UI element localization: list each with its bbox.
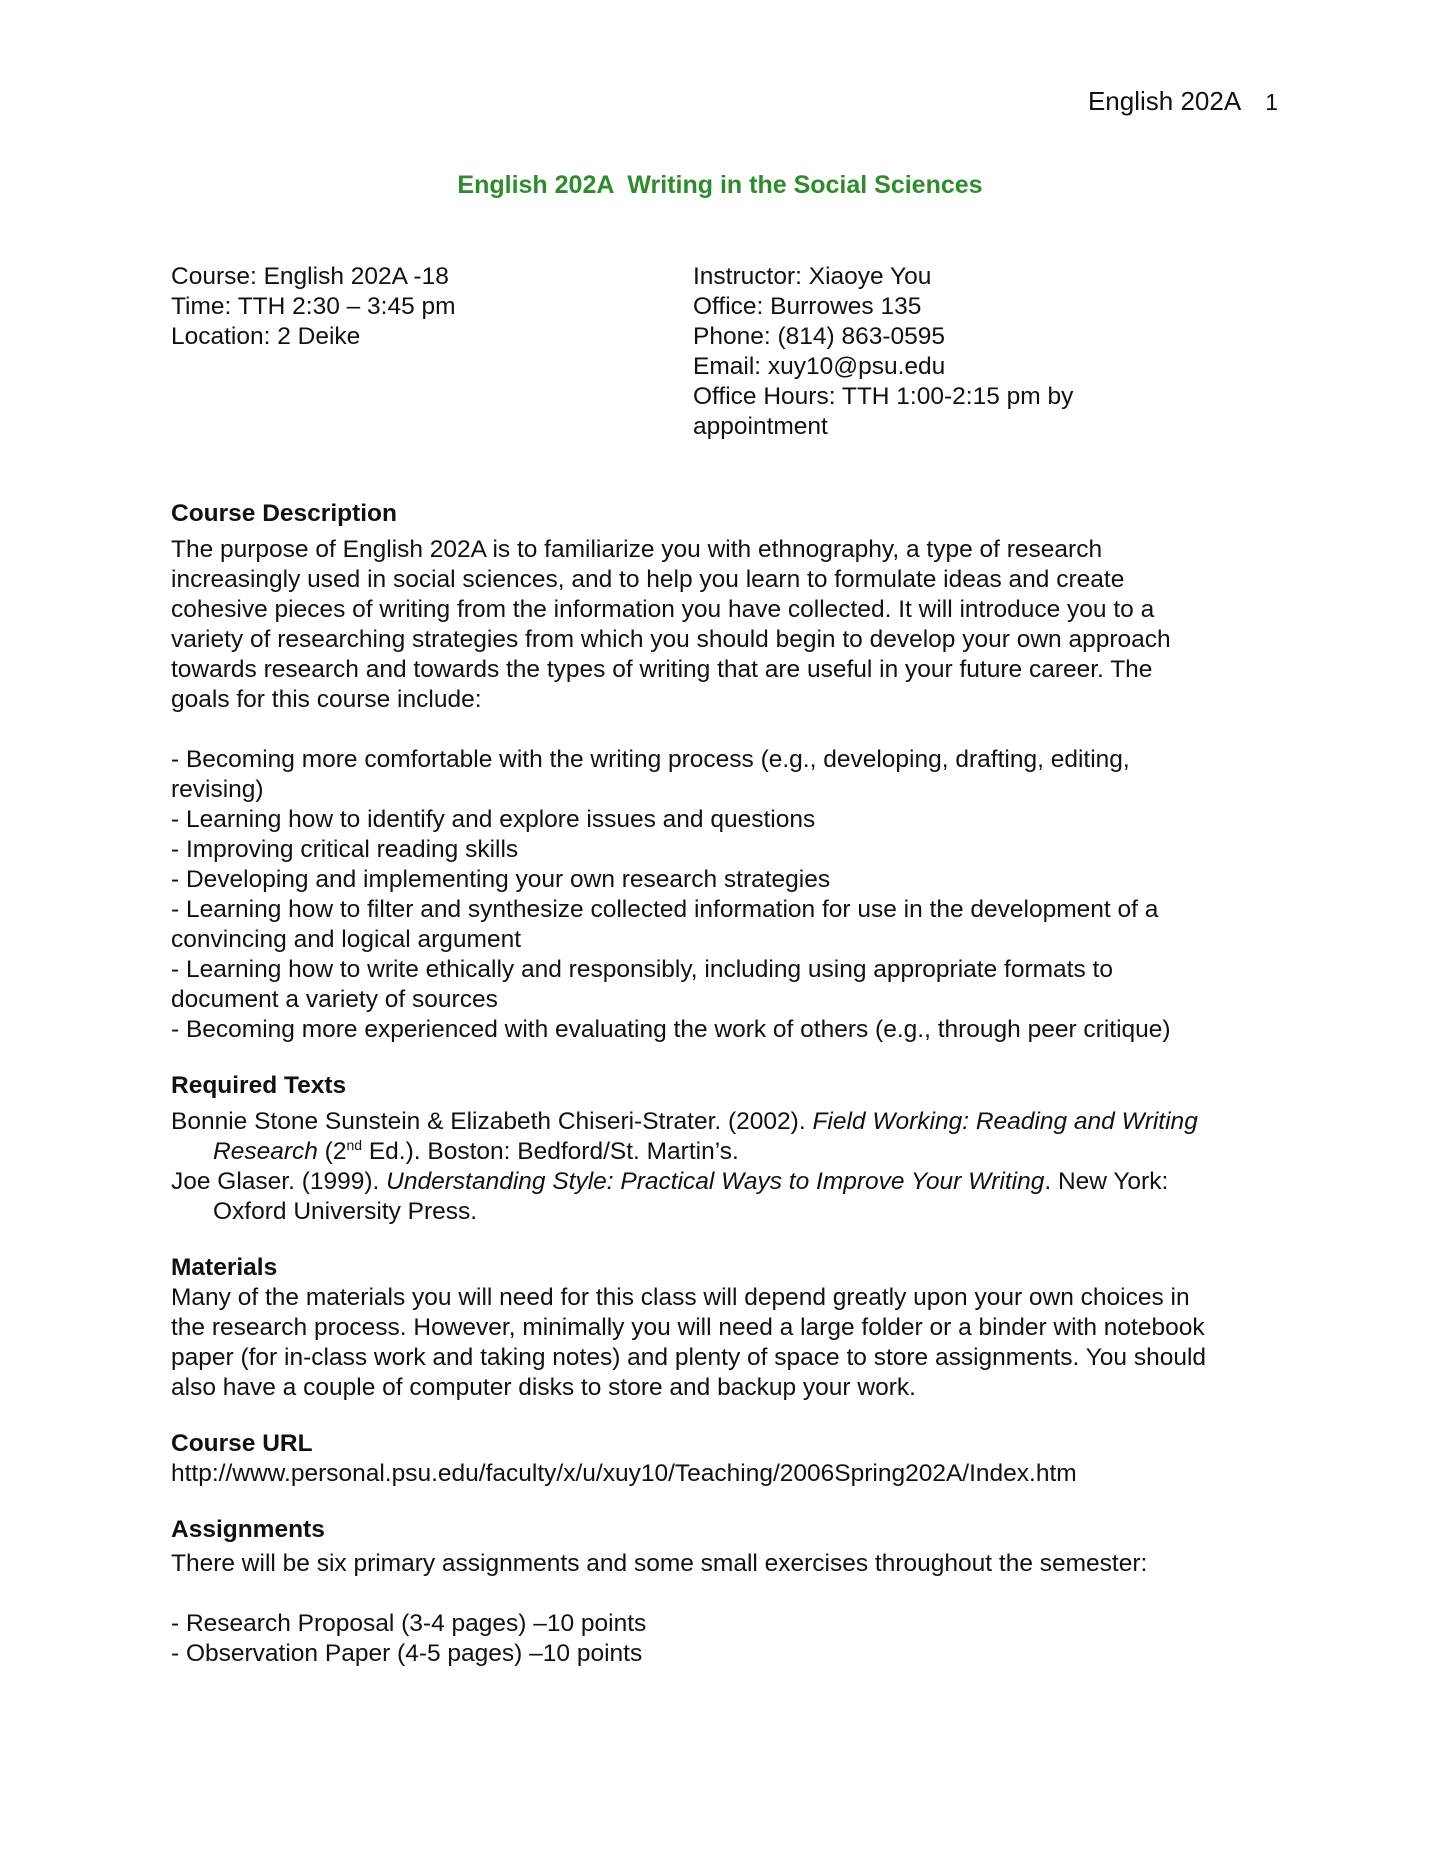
goal-item: - Becoming more comfortable with the writing process (e.g., developing, drafting, editing, <box>171 746 1130 773</box>
paragraph-line: towards research and towards the types of writing that are useful in your future career. The <box>171 656 1153 683</box>
course-url-link[interactable]: http://www.personal.psu.edu/faculty/x/u/xuy10/Teaching/2006Spring202A/Index.htm <box>171 1460 1077 1487</box>
goal-item: - Becoming more experienced with evaluating the work of others (e.g., through peer critique) <box>171 1016 1171 1043</box>
ref1-edition-sup: nd <box>346 1136 363 1153</box>
goal-item: - Improving critical reading skills <box>171 836 519 863</box>
goal-item: - Developing and implementing your own research strategies <box>171 866 831 893</box>
assignment-item: - Observation Paper (4-5 pages) –10 points <box>171 1640 643 1667</box>
ref2-publisher: . New York: <box>1044 1168 1169 1195</box>
goal-item: revising) <box>171 776 264 803</box>
paragraph-line: the research process. However, minimally you will need a large folder or a binder with notebook <box>171 1314 1205 1341</box>
course-description-paragraph <box>171 535 1281 715</box>
assignments-intro: There will be six primary assignments and some small exercises throughout the semester: <box>171 1550 1148 1577</box>
paragraph-line: also have a couple of computer disks to store and backup your work. <box>171 1374 916 1401</box>
goal-item: convincing and logical argument <box>171 926 522 953</box>
paragraph-line: increasingly used in social sciences, and to help you learn to formulate ideas and create <box>171 566 1125 593</box>
materials-heading: Materials <box>171 1254 278 1281</box>
goal-item: - Learning how to write ethically and responsibly, including using appropriate formats to <box>171 956 1113 983</box>
paragraph-line: Many of the materials you will need for this class will depend greatly upon your own choices in <box>171 1284 1190 1311</box>
document-body <box>171 499 1281 1669</box>
ref1-title: Field Working: Reading and Writing <box>812 1108 1198 1135</box>
ref2-authors: Joe Glaser. (1999). <box>171 1168 387 1195</box>
paragraph-line: paper (for in-class work and taking notes) and plenty of space to store assignments. You should <box>171 1344 1207 1371</box>
assignments-list <box>171 1609 1281 1669</box>
course-description-heading: Course Description <box>171 500 397 527</box>
materials-paragraph <box>171 1283 1281 1403</box>
ref1-publisher: Ed.). Boston: Bedford/St. Martin’s. <box>362 1138 739 1165</box>
ref1-edition: (2 <box>317 1138 347 1165</box>
course-info-right <box>693 262 1163 442</box>
course-code: Course: English 202A -18 <box>171 263 449 290</box>
ref2-title: Understanding Style: Practical Ways to Improve Your Writing <box>386 1168 1045 1195</box>
page-number: 1 <box>1265 89 1278 115</box>
document-title: English 202A Writing in the Social Sciences <box>457 171 983 199</box>
running-header <box>1088 86 1278 117</box>
ref1-title-cont: Research <box>213 1138 318 1165</box>
goals-list <box>171 745 1281 1045</box>
ref2-publisher-cont: Oxford University Press. <box>213 1198 478 1225</box>
ref1-authors: Bonnie Stone Sunstein & Elizabeth Chiseri-Strater. (2002). <box>171 1108 813 1135</box>
course-time: Time: TTH 2:30 – 3:45 pm <box>171 293 456 320</box>
assignment-item: - Research Proposal (3-4 pages) –10 points <box>171 1610 647 1637</box>
goal-item: document a variety of sources <box>171 986 498 1013</box>
reference-1 <box>171 1107 1281 1167</box>
reference-2 <box>171 1167 1281 1227</box>
goal-item: - Learning how to filter and synthesize collected information for use in the development of a <box>171 896 1159 923</box>
paragraph-line: The purpose of English 202A is to familiarize you with ethnography, a type of research <box>171 536 1103 563</box>
course-url-heading: Course URL <box>171 1430 313 1457</box>
email: Email: xuy10@psu.edu <box>693 353 946 380</box>
office-hours: Office Hours: TTH 1:00-2:15 pm by <box>693 383 1074 410</box>
course-info-left <box>171 262 651 352</box>
phone: Phone: (814) 863-0595 <box>693 323 945 350</box>
paragraph-line: goals for this course include: <box>171 686 482 713</box>
header-course: English 202A <box>1087 86 1242 116</box>
paragraph-line: cohesive pieces of writing from the information you have collected. It will introduce you to a <box>171 596 1155 623</box>
paragraph-line: variety of researching strategies from which you should begin to develop your own approach <box>171 626 1171 653</box>
goal-item: - Learning how to identify and explore issues and questions <box>171 806 816 833</box>
required-texts-heading: Required Texts <box>171 1072 347 1099</box>
instructor: Instructor: Xiaoye You <box>693 263 932 290</box>
assignments-heading: Assignments <box>171 1516 325 1543</box>
office: Office: Burrowes 135 <box>693 293 922 320</box>
office-hours-cont: appointment <box>693 413 828 440</box>
course-location: Location: 2 Deike <box>171 323 361 350</box>
